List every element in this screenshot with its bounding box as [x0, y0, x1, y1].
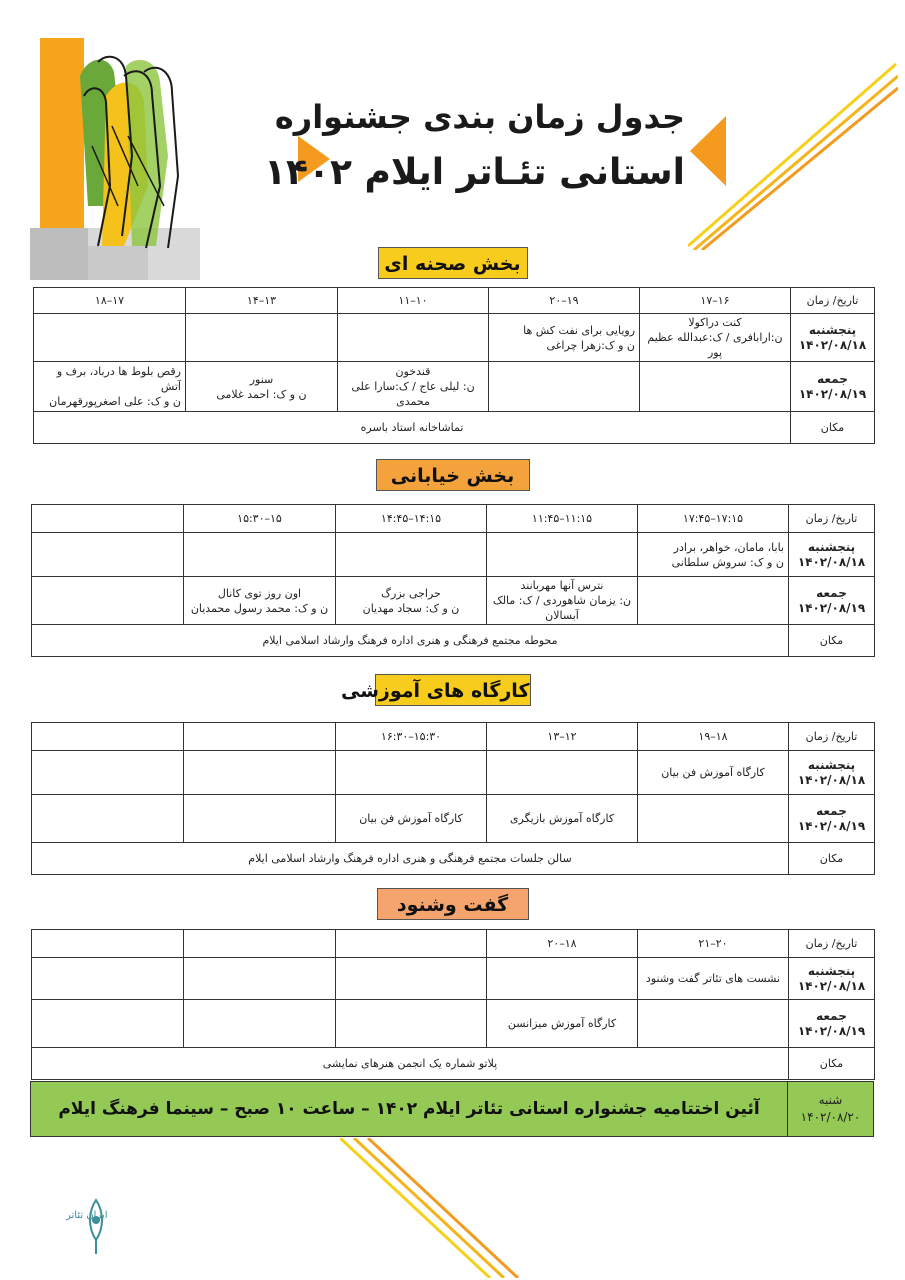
- schedule-table-dialogue: [31, 929, 875, 1080]
- schedule-cell: [638, 533, 789, 577]
- day-date: ۱۴۰۲/۰۸/۱۸: [797, 978, 866, 993]
- time-header: ۱۸–۱۹: [638, 723, 789, 751]
- day-date: ۱۴۰۲/۰۸/۱۹: [798, 386, 867, 401]
- schedule-cell: [638, 958, 789, 1000]
- schedule-cell: [638, 795, 789, 843]
- event-title: نشست های تئاتر گفت وشنود: [645, 972, 781, 985]
- event-title: رقص بلوط ها درباد، برف و آتش: [56, 365, 181, 393]
- schedule-cell: [186, 314, 338, 362]
- place-label: مکان: [791, 412, 875, 444]
- section-title-street: بخش خیابانی: [376, 459, 530, 491]
- closing-ceremony-bar: [30, 1081, 874, 1137]
- day-label: [789, 1000, 875, 1048]
- event-title: نترس آنها مهربانند: [520, 579, 604, 592]
- time-header: [32, 930, 184, 958]
- schedule-cell: [32, 958, 184, 1000]
- schedule-cell: [338, 314, 489, 362]
- event-credit: ن و ک: سروش سلطانی: [671, 555, 784, 569]
- schedule-cell: [487, 533, 638, 577]
- section-title-stage: بخش صحنه ای: [378, 247, 528, 279]
- day-name: جمعه: [816, 585, 847, 600]
- closing-ceremony-text: آئین اختتامیه جشنواره استانی تئاتر ایلام ۱۴۰۲ – ساعت ۱۰ صبح – سینما فرهنگ ایلام: [58, 1099, 760, 1119]
- schedule-cell: [32, 751, 184, 795]
- schedule-cell: [487, 1000, 638, 1048]
- bottom-stripes-decoration: [340, 1138, 570, 1278]
- venue-value: سالن جلسات مجتمع فرهنگی و هنری اداره فرهنگ وارشاد اسلامی ایلام: [32, 843, 789, 875]
- time-header: [184, 930, 336, 958]
- day-name: پنجشنبه: [807, 963, 856, 978]
- page-title-line2: استانی تئـاتر ایلام ۱۴۰۲: [264, 152, 685, 193]
- day-name: جمعه: [817, 371, 848, 386]
- day-name: پنجشنبه: [808, 322, 857, 337]
- day-date: ۱۴۰۲/۰۸/۱۸: [797, 772, 866, 787]
- closing-date-cell: [787, 1082, 873, 1136]
- time-header: ۱۵–۱۵:۳۰: [184, 505, 336, 533]
- place-label: مکان: [789, 843, 875, 875]
- schedule-cell: [32, 533, 184, 577]
- schedule-cell: [34, 362, 186, 412]
- time-header: ۱۷:۱۵–۱۷:۴۵: [638, 505, 789, 533]
- day-label: [789, 958, 875, 1000]
- place-label: مکان: [789, 1048, 875, 1080]
- day-label: [791, 314, 875, 362]
- schedule-cell: [487, 577, 638, 625]
- day-date: ۱۴۰۲/۰۸/۱۹: [797, 600, 866, 615]
- time-header: ۱۶–۱۷: [640, 288, 791, 314]
- event-title: سنور: [249, 372, 274, 386]
- time-header: [336, 930, 487, 958]
- schedule-cell: [336, 751, 487, 795]
- schedule-cell: [336, 577, 487, 625]
- day-name: پنجشنبه: [807, 539, 856, 554]
- schedule-cell: [638, 751, 789, 795]
- schedule-table-street: [31, 504, 875, 657]
- day-label: [789, 795, 875, 843]
- date-time-header: تاریخ/ زمان: [789, 930, 875, 958]
- venue-value: محوطه مجتمع فرهنگی و هنری اداره فرهنگ وارشاد اسلامی ایلام: [32, 625, 789, 657]
- time-header: ۱۱:۱۵–۱۱:۴۵: [487, 505, 638, 533]
- schedule-cell: [32, 577, 184, 625]
- day-label: [791, 362, 875, 412]
- schedule-cell: [184, 958, 336, 1000]
- event-title: حراجی بزرگ: [381, 586, 441, 600]
- time-header: ۲۰–۲۱: [638, 930, 789, 958]
- place-label: مکان: [789, 625, 875, 657]
- schedule-cell: [336, 958, 487, 1000]
- event-title: بابا، مامان، خواهر، برادر: [673, 540, 784, 554]
- event-credit: ن: یزمان شاهوردی / ک: مالک آبسالان: [492, 594, 632, 622]
- day-label: [789, 751, 875, 795]
- day-date: ۱۴۰۲/۰۸/۱۹: [797, 818, 866, 833]
- schedule-cell: [336, 795, 487, 843]
- corner-stripes-decoration: [688, 50, 898, 250]
- day-label: [789, 577, 875, 625]
- time-header: ۱۰–۱۱: [338, 288, 489, 314]
- time-header: [32, 723, 184, 751]
- schedule-cell: [487, 751, 638, 795]
- schedule-cell: [638, 577, 789, 625]
- event-title: کارگاه آموزش میزانسن: [507, 1017, 617, 1030]
- schedule-cell: [640, 362, 791, 412]
- schedule-cell: [184, 533, 336, 577]
- date-time-header: تاریخ/ زمان: [789, 723, 875, 751]
- logo-text: ایران تئاتر: [66, 1210, 108, 1221]
- schedule-cell: [184, 795, 336, 843]
- schedule-cell: [638, 1000, 789, 1048]
- schedule-cell: [184, 751, 336, 795]
- venue-value: پلاتو شماره یک انجمن هنرهای نمایشی: [32, 1048, 789, 1080]
- time-header: [32, 505, 184, 533]
- day-date: ۱۴۰۲/۰۸/۱۸: [797, 554, 866, 569]
- day-date: ۱۴۰۲/۰۸/۱۸: [798, 337, 867, 352]
- iran-theater-logo-icon: [84, 1198, 108, 1256]
- event-credit: ن: لیلی عاج / ک:سارا علی محمدی: [351, 380, 475, 408]
- schedule-table-stage: [33, 287, 875, 444]
- event-title: کارگاه آموزش بازیگری: [509, 812, 615, 825]
- time-header: ۱۳–۱۴: [186, 288, 338, 314]
- date-time-header: تاریخ/ زمان: [791, 288, 875, 314]
- event-credit: ن و ک:زهرا چراغی: [546, 338, 635, 352]
- time-header: ۱۵:۳۰–۱۶:۳۰: [336, 723, 487, 751]
- event-title: رویایی برای نفت کش ها: [523, 323, 635, 337]
- schedule-cell: [184, 577, 336, 625]
- event-title: قندخون: [395, 365, 431, 378]
- section-title-workshops: کارگاه های آموزشی: [375, 674, 531, 706]
- section-title-dialogue: گفت وشنود: [377, 888, 529, 920]
- page-title-line1: جدول زمان بندی جشنواره: [274, 98, 685, 136]
- schedule-cell: [640, 314, 791, 362]
- time-header: ۱۴:۱۵–۱۴:۴۵: [336, 505, 487, 533]
- time-header: [184, 723, 336, 751]
- day-name: پنجشنبه: [807, 757, 856, 772]
- day-name: جمعه: [816, 803, 847, 818]
- schedule-cell: [34, 314, 186, 362]
- event-credit: ن:ارابافری / ک:عبدالله عظیم پور: [647, 331, 783, 359]
- time-header: ۱۹–۲۰: [489, 288, 640, 314]
- schedule-cell: [487, 795, 638, 843]
- schedule-cell: [487, 958, 638, 1000]
- festival-figures-illustration: [28, 36, 200, 282]
- event-title: کنت دراکولا: [688, 316, 742, 329]
- schedule-cell: [32, 1000, 184, 1048]
- event-credit: ن و ک: علی اصغرپورقهرمان: [49, 395, 181, 408]
- event-title: اون روز توی کانال: [217, 586, 302, 600]
- day-label: [789, 533, 875, 577]
- schedule-cell: [336, 1000, 487, 1048]
- date-time-header: تاریخ/ زمان: [789, 505, 875, 533]
- time-header: ۱۸–۲۰: [487, 930, 638, 958]
- day-name: جمعه: [816, 1008, 847, 1023]
- event-title: کارگاه آموزش فن بیان: [359, 812, 463, 825]
- schedule-cell: [489, 314, 640, 362]
- time-header: ۱۲–۱۳: [487, 723, 638, 751]
- schedule-cell: [336, 533, 487, 577]
- schedule-table-workshops: [31, 722, 875, 875]
- schedule-cell: [489, 362, 640, 412]
- closing-date: ۱۴۰۲/۰۸/۲۰: [800, 1110, 861, 1124]
- time-header: ۱۷–۱۸: [34, 288, 186, 314]
- event-credit: ن و ک: احمد غلامی: [216, 387, 307, 401]
- schedule-cell: [186, 362, 338, 412]
- schedule-cell: [338, 362, 489, 412]
- event-title: کارگاه آموزش فن بیان: [661, 766, 765, 779]
- closing-day: شنبه: [818, 1093, 843, 1107]
- schedule-cell: [184, 1000, 336, 1048]
- schedule-cell: [32, 795, 184, 843]
- venue-value: تماشاخانه استاد باسره: [34, 412, 791, 444]
- event-credit: ن و ک: محمد رسول محمدیان: [190, 601, 329, 615]
- event-credit: ن و ک: سجاد مهدیان: [362, 601, 460, 615]
- day-date: ۱۴۰۲/۰۸/۱۹: [797, 1023, 866, 1038]
